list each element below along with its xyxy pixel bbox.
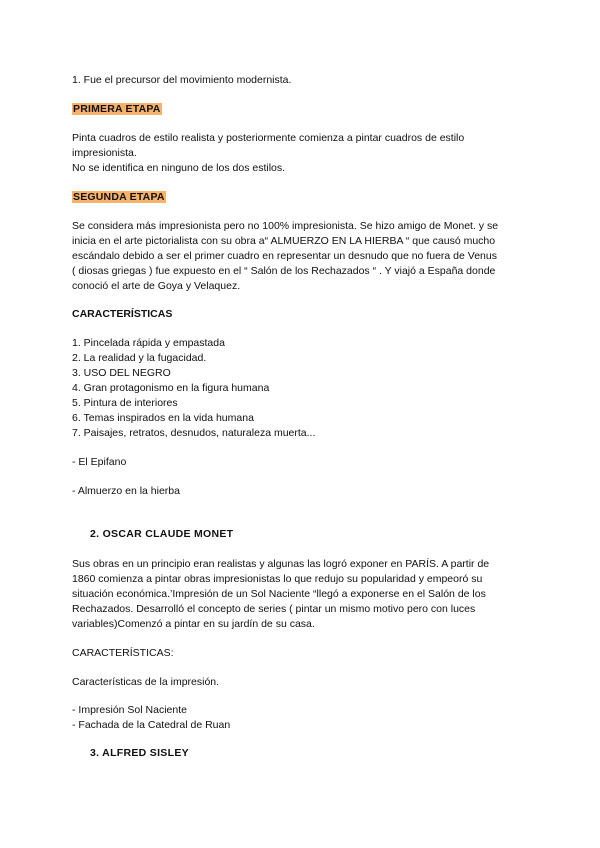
obra-catedral-ruan: - Fachada de la Catedral de Ruan xyxy=(72,719,231,731)
intro-line: 1. Fue el precursor del movimiento modernista. xyxy=(72,74,292,86)
segunda-etapa-heading xyxy=(72,190,166,204)
monet-line-1: Sus obras en un principio eran realistas y algunas las logró exponer en PARÍS. A partir de xyxy=(72,558,490,570)
monet-line-4: Rechazados. Desarrolló el concepto de series ( pintar un mismo motivo pero con luces xyxy=(72,603,476,615)
obra-impresion-sol: - Impresión Sol Naciente xyxy=(72,704,187,716)
monet-line-3: situación económica.’Impresión de un Sol Naciente “llegó a exponerse en el Salón de los xyxy=(72,588,486,600)
primera-line-3: No se identifica en ninguno de los dos estilos. xyxy=(72,162,286,174)
obra-almuerzo: - Almuerzo en la hierba xyxy=(72,485,180,497)
caracteristica-item: 1. Pincelada rápida y empastada xyxy=(72,337,225,349)
primera-line-2: impresionista. xyxy=(72,147,137,159)
segunda-line-2: inicia en el arte pictorialista con su obra a“ ALMUERZO EN LA HIERBA “ que causó mucho xyxy=(72,235,496,247)
monet-line-5: variables)Comenzó a pintar en su jardín de su casa. xyxy=(72,618,315,630)
primera-etapa-heading xyxy=(72,102,162,116)
caracteristica-item: 4. Gran protagonismo en la figura humana xyxy=(72,382,270,394)
monet-line-2: 1860 comienza a pintar obras impresionistas lo que redujo su popularidad y empeoró su xyxy=(72,573,483,585)
caracteristica-item: 7. Paisajes, retratos, desnudos, naturaleza muerta... xyxy=(72,427,316,439)
segunda-line-4: ( diosas griegas ) fue expuesto en el “ Salón de los Rechazados “ . Y viajó a España donde xyxy=(72,265,496,277)
primera-line-1: Pinta cuadros de estilo realista y posteriormente comienza a pintar cuadros de estilo xyxy=(72,132,465,144)
primera-etapa-heading-text: PRIMERA ETAPA xyxy=(73,103,161,115)
caracteristica-item: 5. Pintura de interiores xyxy=(72,397,178,409)
caracteristicas-heading: CARACTERÍSTICAS xyxy=(72,308,173,320)
monet-caracteristicas-text: Características de la impresión. xyxy=(72,676,220,688)
monet-heading: 2. OSCAR CLAUDE MONET xyxy=(90,528,234,540)
caracteristica-item: 6. Temas inspirados en la vida humana xyxy=(72,412,254,424)
sisley-heading: 3. ALFRED SISLEY xyxy=(90,747,189,759)
caracteristica-item: 3. USO DEL NEGRO xyxy=(72,367,171,379)
segunda-line-1: Se considera más impresionista pero no 100% impresionista. Se hizo amigo de Monet. y se xyxy=(72,220,499,232)
segunda-line-5: conoció el arte de Goya y Velaquez. xyxy=(72,280,241,292)
obra-epifano: - El Epifano xyxy=(72,456,127,468)
caracteristica-item: 2. La realidad y la fugacidad. xyxy=(72,352,207,364)
monet-caracteristicas-label: CARACTERÍSTICAS: xyxy=(72,647,174,659)
segunda-etapa-heading-text: SEGUNDA ETAPA xyxy=(73,191,165,203)
segunda-line-3: escándalo debido a ser el primer cuadro en representar un desnudo que no fuera de Venus xyxy=(72,250,497,262)
